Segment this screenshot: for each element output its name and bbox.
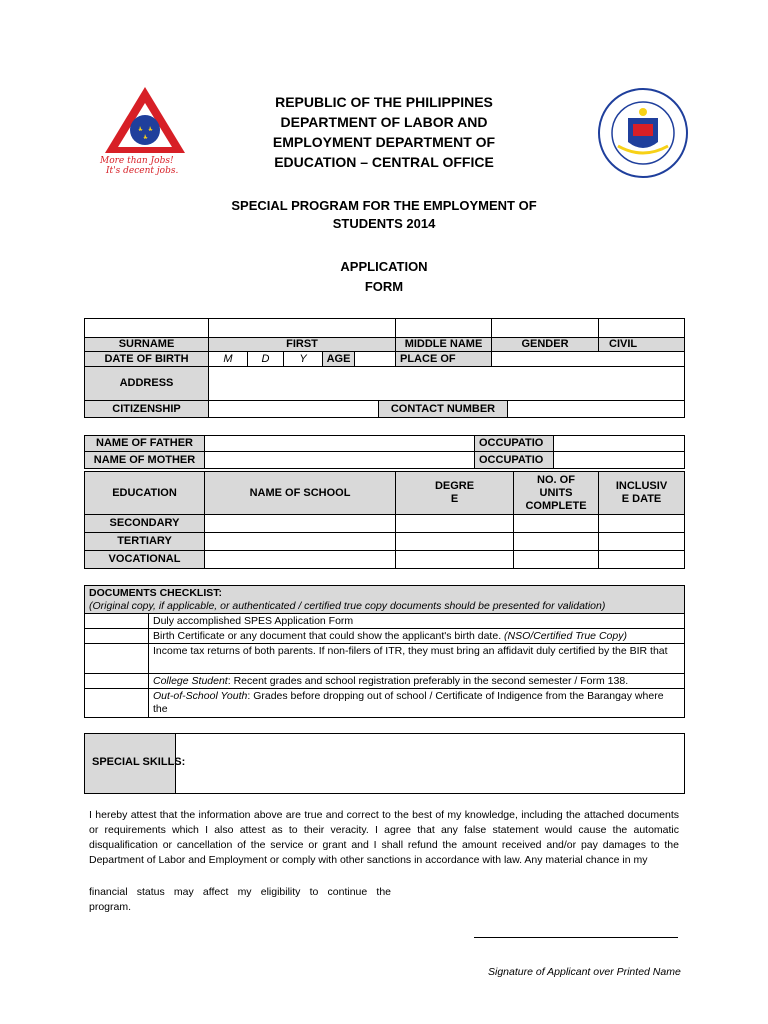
mother-occupation-input[interactable] — [553, 451, 685, 469]
age-input[interactable] — [354, 351, 396, 367]
checklist-item-5-label: Out-of-School Youth — [153, 690, 248, 702]
secondary-degree-input[interactable] — [395, 514, 514, 533]
units-completed-header: NO. OF UNITS COMPLETE — [513, 471, 599, 515]
program-title — [190, 197, 578, 233]
citizenship-label: CITIZENSHIP — [84, 400, 209, 418]
agency-header — [230, 92, 538, 172]
checklist-item-5 — [148, 688, 685, 718]
middle-name-label: MIDDLE NAME — [395, 337, 492, 352]
dob-day-field[interactable]: D — [247, 351, 284, 367]
first-name-input[interactable] — [208, 318, 396, 338]
header-line-4: EDUCATION – CENTRAL OFFICE — [274, 154, 494, 170]
first-name-label: FIRST — [208, 337, 396, 352]
school-name-header: NAME OF SCHOOL — [204, 471, 396, 515]
header-line-1: REPUBLIC OF THE PHILIPPINES — [275, 94, 493, 110]
header-line-2: DEPARTMENT OF LABOR AND — [280, 114, 488, 130]
mother-occupation-label: OCCUPATIO — [474, 451, 554, 469]
deped-seal-icon — [598, 86, 688, 180]
education-header: EDUCATION — [84, 471, 205, 515]
vocational-units-input[interactable] — [513, 550, 599, 569]
checklist-item-2-note: (NSO/Certified True Copy) — [504, 630, 627, 642]
secondary-date-input[interactable] — [598, 514, 685, 533]
date-of-birth-label: DATE OF BIRTH — [84, 351, 209, 367]
signature-line[interactable] — [474, 937, 678, 938]
checkbox-item-2[interactable] — [84, 628, 149, 644]
checklist-item-2-text: Birth Certificate or any document that could show the applicant's birth date. — [153, 630, 505, 642]
form-title — [300, 257, 468, 297]
contact-number-label: CONTACT NUMBER — [378, 400, 508, 418]
checklist-header — [84, 585, 685, 614]
tertiary-school-input[interactable] — [204, 532, 396, 551]
checklist-item-5-text: : Grades before dropping out of school / Certificate of Indigence from the Barangay where the — [153, 690, 664, 715]
age-label: AGE — [322, 351, 355, 367]
address-input[interactable] — [208, 366, 685, 401]
checklist-subtitle: (Original copy, if applicable, or authenticated / certified true copy documents should be presented for validation) — [89, 600, 606, 612]
father-name-input[interactable] — [204, 435, 475, 452]
secondary-label: SECONDARY — [84, 514, 205, 533]
civil-status-label: CIVIL — [598, 337, 685, 352]
degree-header: DEGRE E — [395, 471, 514, 515]
dob-month-field[interactable]: M — [208, 351, 248, 367]
dole-logo — [100, 85, 190, 180]
place-of-birth-label: PLACE OF — [395, 351, 492, 367]
address-label: ADDRESS — [84, 366, 209, 401]
checkbox-item-5[interactable] — [84, 688, 149, 718]
checklist-item-4-text: : Recent grades and school registration preferably in the second semester / Form 138. — [227, 675, 629, 687]
secondary-school-input[interactable] — [204, 514, 396, 533]
checklist-item-4-label: College Student — [153, 675, 228, 687]
contact-number-input[interactable] — [507, 400, 685, 418]
civil-status-input[interactable] — [598, 318, 685, 338]
attestation-line-3: program. — [89, 901, 132, 913]
checkbox-item-3[interactable] — [84, 643, 149, 674]
citizenship-input[interactable] — [208, 400, 379, 418]
mother-name-input[interactable] — [204, 451, 475, 469]
form-title-line-1: APPLICATION — [340, 259, 428, 274]
father-occupation-input[interactable] — [553, 435, 685, 452]
dole-slogan-2: It's decent jobs. — [106, 166, 179, 176]
surname-label: SURNAME — [84, 337, 209, 352]
attestation-line-2: financial status may affect my eligibility to continue the — [89, 886, 391, 898]
tertiary-label: TERTIARY — [84, 532, 205, 551]
tertiary-units-input[interactable] — [513, 532, 599, 551]
header-line-3: EMPLOYMENT DEPARTMENT OF — [272, 134, 496, 150]
inclusive-date-header: INCLUSIV E DATE — [598, 471, 685, 515]
deped-seal — [598, 86, 688, 180]
dole-triangle-icon — [100, 85, 190, 155]
father-occupation-label: OCCUPATIO — [474, 435, 554, 452]
checkbox-item-1[interactable] — [84, 613, 149, 629]
checklist-item-3: Income tax returns of both parents. If non-filers of ITR, they must bring an affidavit duly certified by the BIR that — [148, 643, 685, 674]
checklist-title: DOCUMENTS CHECKLIST: — [89, 587, 222, 599]
mother-name-label: NAME OF MOTHER — [84, 451, 205, 469]
checklist-item-4 — [148, 673, 685, 689]
father-name-label: NAME OF FATHER — [84, 435, 205, 452]
form-title-line-2: FORM — [364, 279, 404, 294]
checklist-item-1: Duly accomplished SPES Application Form — [148, 613, 685, 629]
special-skills-input[interactable] — [175, 733, 685, 794]
surname-input[interactable] — [84, 318, 209, 338]
gender-input[interactable] — [491, 318, 599, 338]
vocational-school-input[interactable] — [204, 550, 396, 569]
checkbox-item-4[interactable] — [84, 673, 149, 689]
signature-label: Signature of Applicant over Printed Name — [488, 966, 681, 978]
program-title-line-2: STUDENTS 2014 — [332, 216, 436, 231]
middle-name-input[interactable] — [395, 318, 492, 338]
dob-year-field[interactable]: Y — [283, 351, 323, 367]
vocational-degree-input[interactable] — [395, 550, 514, 569]
special-skills-label: SPECIAL SKILLS: — [92, 756, 186, 768]
tertiary-degree-input[interactable] — [395, 532, 514, 551]
attestation-paragraph: I hereby attest that the information above are true and correct to the best of my knowledge, including the attached documents or requirements which I also attest as to their veracity. I agree that any false statement would cause the automatic disqualification or cancellation of the service or grant and I shall refund the amount received and/or pay damages to the Department of Labor and Employment or comply with other sanctions in accordance with law. Any material chance in my — [89, 809, 679, 866]
checklist-item-2 — [148, 628, 685, 644]
gender-label: GENDER — [491, 337, 599, 352]
secondary-units-input[interactable] — [513, 514, 599, 533]
dole-slogan-1: More than Jobs! — [100, 156, 174, 166]
vocational-label: VOCATIONAL — [84, 550, 205, 569]
tertiary-date-input[interactable] — [598, 532, 685, 551]
place-of-birth-input[interactable] — [491, 351, 685, 367]
program-title-line-1: SPECIAL PROGRAM FOR THE EMPLOYMENT OF — [231, 198, 537, 213]
vocational-date-input[interactable] — [598, 550, 685, 569]
